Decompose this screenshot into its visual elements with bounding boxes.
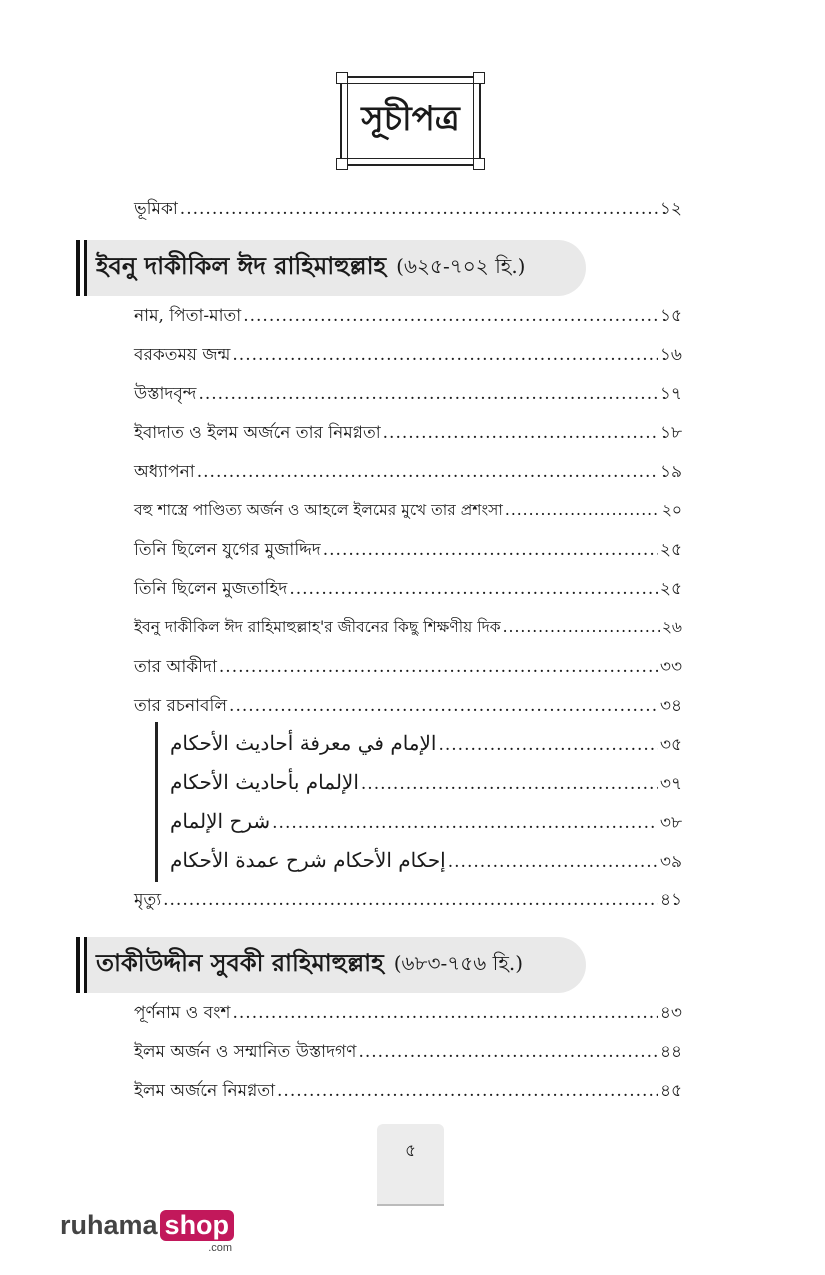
brand-shop: shop .com [160,1210,235,1241]
toc-entry[interactable]: বহু শাস্ত্রে পাণ্ডিত্য অর্জন ও আহলে ইলমের মুখে তার প্রশংসা ..... ২০ [134,498,682,526]
section-heading-subki [76,937,586,993]
toc-entry[interactable]: ইবনু দাকীকিল ঈদ রাহিমাহুল্লাহ'র জীবনের কিছু শিক্ষণীয় দিক ..... ২৬ [134,615,682,643]
toc-entry-work[interactable]: إحكام الأحكام شرح عمدة الأحكام ..... ৩৯ [170,848,682,876]
toc-entry[interactable]: উস্তাদবৃন্দ ..... ১৭ [134,381,682,409]
section-name: তাকীউদ্দীন সুবকী রাহিমাহুল্লাহ [96,949,384,977]
toc-entry-intro[interactable] [134,196,682,224]
toc-entry[interactable]: অধ্যাপনা ..... ১৯ [134,459,682,487]
page-number: ৫ [377,1124,444,1206]
toc-entry[interactable]: ইলম অর্জনে নিমগ্নতা ..... ৪৫ [134,1078,682,1106]
section-name: ইবনু দাকীকিল ঈদ রাহিমাহুল্লাহ [96,252,387,280]
title-frame [340,76,481,166]
section-years: (৬৮৩-৭৫৬ হি.) [393,950,524,975]
toc-entry[interactable]: তার রচনাবলি ..... ৩৪ [134,693,682,721]
toc-entry-death[interactable]: মৃত্যু ..... ৪১ [134,887,682,915]
section-heading-ibn-daqiq [76,240,586,296]
toc-entry[interactable]: ইবাদাত ও ইলম অর্জনে তার নিমগ্নতা ..... ১৮ [134,420,682,448]
page-title: সূচীপত্র [361,98,460,139]
toc-label: ভূমিকা [134,199,178,219]
toc-entry[interactable]: নাম, পিতা-মাতা ..... ১৫ [134,303,682,331]
toc-entry[interactable]: বরকতময় জন্ম ..... ১৬ [134,342,682,370]
toc-entry-work[interactable]: الإلمام بأحاديث الأحكام ..... ৩৭ [170,770,682,798]
toc-entry[interactable]: তিনি ছিলেন যুগের মুজাদ্দিদ ..... ২৫ [134,537,682,565]
brand-logo [60,1210,234,1254]
toc-entry-work[interactable]: شرح الإلمام ..... ৩৮ [170,809,682,837]
brand-name: ruhama [60,1210,158,1240]
toc-entry[interactable]: ইলম অর্জন ও সম্মানিত উস্তাদগণ ..... ৪৪ [134,1039,682,1067]
toc-entry[interactable]: তিনি ছিলেন মুজতাহিদ ..... ২৫ [134,576,682,604]
toc-entry[interactable]: তার আকীদা ..... ৩৩ [134,654,682,682]
works-bracket [155,722,158,882]
toc-page: ১২ [659,199,682,219]
toc-entry[interactable]: পূর্ণনাম ও বংশ ..... ৪৩ [134,1000,682,1028]
section-years: (৬২৫-৭০২ হি.) [396,253,526,278]
toc-entry-work[interactable]: الإمام في معرفة أحاديث الأحكام ..... ৩৫ [170,731,682,759]
